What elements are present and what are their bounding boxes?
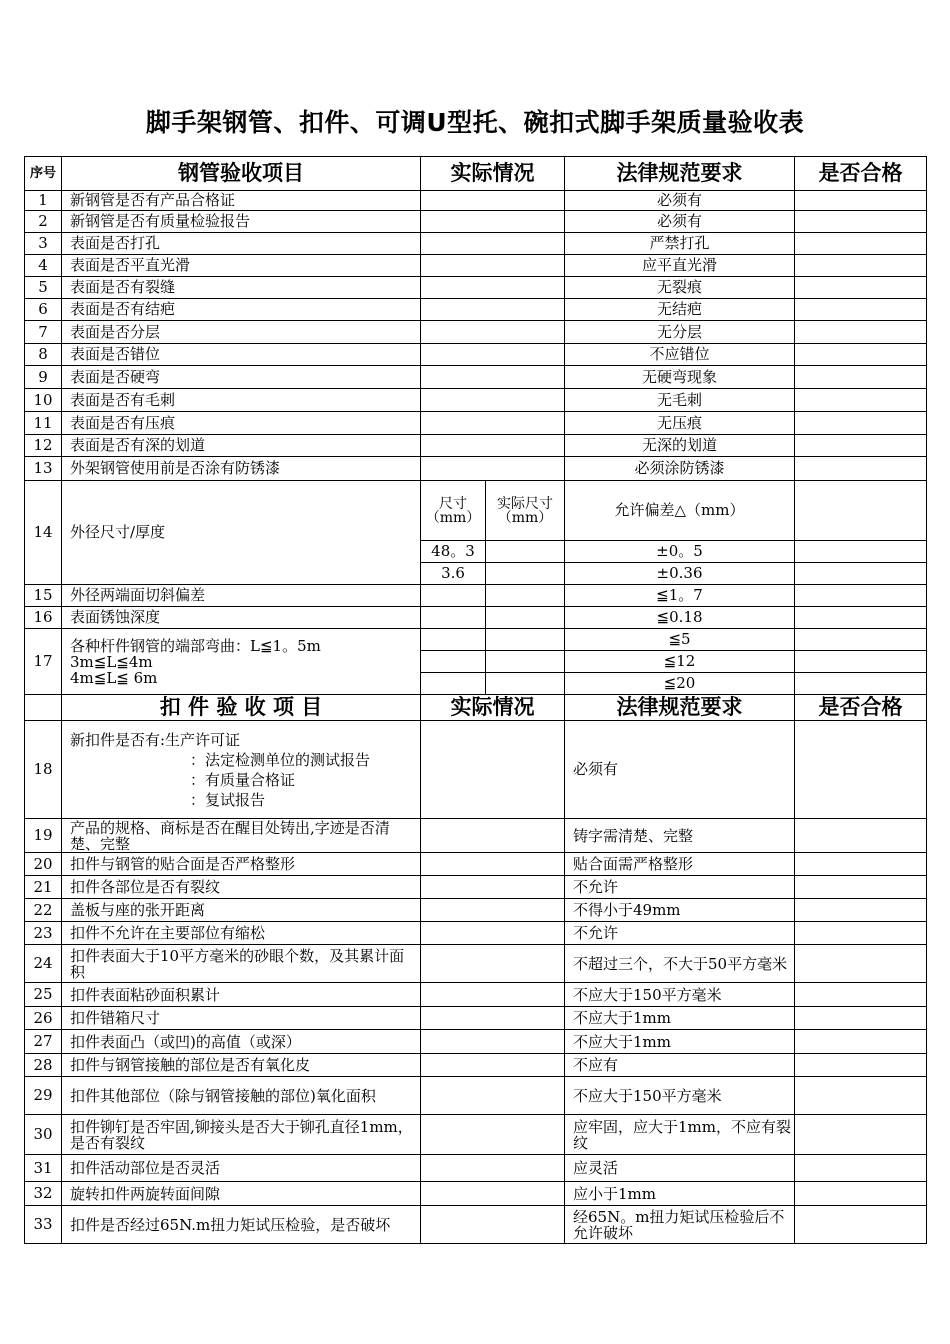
table-row [25, 255, 927, 277]
qualified-cell[interactable] [795, 899, 927, 922]
table-row [25, 876, 927, 899]
row-number: 18 [25, 721, 62, 819]
qualified-cell[interactable] [795, 481, 927, 541]
row-number: 15 [25, 585, 62, 607]
qualified-cell[interactable] [795, 191, 927, 211]
table-row [25, 412, 927, 435]
table-row [25, 435, 927, 457]
item-text: 表面是否有压痕 [62, 412, 421, 435]
qualified-cell[interactable] [795, 255, 927, 277]
actual-cell[interactable] [421, 389, 565, 412]
table-row [25, 1206, 927, 1244]
table-row [25, 1077, 927, 1115]
requirement-text: 无压痕 [565, 412, 795, 435]
row-number: 9 [25, 366, 62, 389]
pipe-header-row [25, 157, 927, 191]
actual-cell[interactable] [421, 651, 486, 673]
actual-cell[interactable] [421, 277, 565, 299]
size-value: 3.6 [421, 563, 486, 585]
item-text: 外径两端面切斜偏差 [62, 585, 421, 607]
row-number: 27 [25, 1030, 62, 1054]
row-number: 19 [25, 819, 62, 853]
actual-size-cell[interactable] [486, 541, 565, 563]
item-text: 外架钢管使用前是否涂有防锈漆 [62, 457, 421, 481]
item-text: 外径尺寸/厚度 [62, 481, 421, 585]
table-row [25, 1155, 927, 1182]
qualified-cell[interactable] [795, 1182, 927, 1206]
qualified-cell[interactable] [795, 457, 927, 481]
actual-cell[interactable] [421, 1206, 565, 1244]
item-line: ：有质量合格证 [190, 770, 296, 789]
table-row [25, 721, 927, 819]
table-row [25, 1182, 927, 1206]
actual-cell[interactable] [421, 629, 486, 651]
item-text: 扣件不允许在主要部位有缩松 [62, 922, 421, 945]
item-line: 3m≦L≦4m [70, 652, 153, 671]
table-row [25, 1115, 927, 1155]
item-text: 盖板与座的张开距离 [62, 899, 421, 922]
actual-cell[interactable] [421, 233, 565, 255]
item-text: 扣件表面凸（或凹)的高值（或深） [62, 1030, 421, 1054]
qualified-cell[interactable] [795, 922, 927, 945]
requirement-text: 必须有 [565, 721, 795, 819]
item-text: 扣件表面大于10平方毫米的砂眼个数，及其累计面积 [62, 945, 421, 983]
row-number: 6 [25, 299, 62, 321]
qualified-cell[interactable] [795, 435, 927, 457]
item-text: 旋转扣件两旋转面间隙 [62, 1182, 421, 1206]
table-row [25, 585, 927, 607]
item-line: ：法定检测单位的测试报告 [190, 750, 371, 769]
requirement-text: 无结疤 [565, 299, 795, 321]
item-text: 表面是否打孔 [62, 233, 421, 255]
qualified-cell[interactable] [795, 721, 927, 819]
row-number: 13 [25, 457, 62, 481]
table-row [25, 819, 927, 853]
qualified-cell[interactable] [795, 1206, 927, 1244]
table-row [25, 853, 927, 876]
actual-size-label: 实际尺寸（mm） [486, 481, 565, 541]
qualified-cell[interactable] [795, 541, 927, 563]
requirement-text: 应灵活 [565, 1155, 795, 1182]
actual-cell[interactable] [421, 1030, 565, 1054]
actual-cell[interactable] [421, 1155, 565, 1182]
item-text: 扣件与钢管接触的部位是否有氧化皮 [62, 1054, 421, 1077]
table-row [25, 1030, 927, 1054]
item-line: 新扣件是否有:生产许可证 [70, 730, 241, 749]
requirement-text: 不应大于150平方毫米 [565, 983, 795, 1007]
row-number: 22 [25, 899, 62, 922]
actual-cell[interactable] [421, 299, 565, 321]
row-number: 24 [25, 945, 62, 983]
size-value: 48。3 [421, 541, 486, 563]
item-text: 表面锈蚀深度 [62, 607, 421, 629]
row-number: 14 [25, 481, 62, 585]
qualified-cell[interactable] [795, 211, 927, 233]
actual-cell[interactable] [421, 1007, 565, 1030]
qualified-cell[interactable] [795, 1030, 927, 1054]
actual-cell[interactable] [421, 945, 565, 983]
requirement-text: 不应错位 [565, 344, 795, 366]
table-row [25, 629, 927, 651]
row-number: 11 [25, 412, 62, 435]
table-row [25, 922, 927, 945]
requirement-text: 无深的划道 [565, 435, 795, 457]
item-text: 表面是否错位 [62, 344, 421, 366]
requirement-text: 必须涂防锈漆 [565, 457, 795, 481]
item-text: 扣件各部位是否有裂纹 [62, 876, 421, 899]
qualified-cell[interactable] [795, 1115, 927, 1155]
item-text: 表面是否硬弯 [62, 366, 421, 389]
item-text: 新钢管是否有产品合格证 [62, 191, 421, 211]
table-row [25, 366, 927, 389]
page-title: 脚手架钢管、扣件、可调U型托、碗扣式脚手架质量验收表 [145, 108, 805, 137]
qualified-cell[interactable] [795, 1007, 927, 1030]
item-text: 扣件是否经过65N.m扭力矩试压检验，是否破坏 [62, 1206, 421, 1244]
qualified-cell[interactable] [795, 819, 927, 853]
actual-cell[interactable] [421, 366, 565, 389]
table-row [25, 344, 927, 366]
actual-cell[interactable] [421, 876, 565, 899]
table-row [25, 983, 927, 1007]
requirement-text: ≦5 [565, 629, 795, 651]
inspection-table [24, 156, 927, 1244]
actual-cell[interactable] [421, 435, 565, 457]
row-number: 29 [25, 1077, 62, 1115]
qualified-cell[interactable] [795, 585, 927, 607]
item-text: 扣件与钢管的贴合面是否严格整形 [62, 853, 421, 876]
row-number: 7 [25, 321, 62, 344]
qualified-cell[interactable] [795, 563, 927, 585]
row-number: 31 [25, 1155, 62, 1182]
requirement-text: 应牢固，应大于1mm，不应有裂纹 [565, 1115, 795, 1155]
table-row [25, 1007, 927, 1030]
table-row [25, 1054, 927, 1077]
requirement-text: 不得小于49mm [565, 899, 795, 922]
tolerance-value: ±0.36 [565, 563, 795, 585]
table-row [25, 457, 927, 481]
actual-header: 实际情况 [421, 695, 565, 721]
fastener-item-header: 扣 件 验 收 项 目 [62, 695, 421, 721]
row-number: 25 [25, 983, 62, 1007]
item-text: 产品的规格、商标是否在醒目处铸出,字迹是否清楚、完整 [62, 819, 421, 853]
item-text: 扣件铆钉是否牢固,铆接头是否大于铆孔直径1mm，是否有裂纹 [62, 1115, 421, 1155]
item-text: 表面是否有结疤 [62, 299, 421, 321]
table-row [25, 607, 927, 629]
item-line: ：复试报告 [190, 790, 266, 809]
row-number: 5 [25, 277, 62, 299]
requirement-text: 不应大于1mm [565, 1030, 795, 1054]
requirement-text: ≦12 [565, 651, 795, 673]
table-row [25, 211, 927, 233]
pipe-item-header: 钢管验收项目 [62, 157, 421, 191]
actual-cell[interactable] [421, 922, 565, 945]
row-number: 16 [25, 607, 62, 629]
item-text: 扣件错箱尺寸 [62, 1007, 421, 1030]
table-row [25, 191, 927, 211]
row-number: 28 [25, 1054, 62, 1077]
actual-cell[interactable] [421, 899, 565, 922]
requirement-text: 严禁打孔 [565, 233, 795, 255]
requirement-text: 无裂痕 [565, 277, 795, 299]
table-row [25, 233, 927, 255]
actual-cell[interactable] [486, 585, 565, 607]
row-number: 17 [25, 629, 62, 695]
row-number: 1 [25, 191, 62, 211]
actual-size-cell[interactable] [486, 563, 565, 585]
qualified-cell[interactable] [795, 1077, 927, 1115]
requirement-text: ≦0.18 [565, 607, 795, 629]
item-text: 表面是否平直光滑 [62, 255, 421, 277]
row-number: 3 [25, 233, 62, 255]
actual-cell[interactable] [421, 1182, 565, 1206]
requirement-text: 经65N。m扭力矩试压检验后不允许破坏 [565, 1206, 795, 1244]
requirement-text: 无硬弯现象 [565, 366, 795, 389]
tolerance-label: 允许偏差△（mm） [565, 481, 795, 541]
table-row [25, 389, 927, 412]
requirement-text: 无分层 [565, 321, 795, 344]
actual-cell[interactable] [421, 585, 486, 607]
qualified-cell[interactable] [795, 412, 927, 435]
qualified-cell[interactable] [795, 277, 927, 299]
qualified-cell[interactable] [795, 321, 927, 344]
requirement-text: 应小于1mm [565, 1182, 795, 1206]
qualified-cell[interactable] [795, 233, 927, 255]
fastener-header-row [25, 695, 927, 721]
actual-cell[interactable] [421, 1115, 565, 1155]
qualified-cell[interactable] [795, 651, 927, 673]
requirement-text: 不超过三个，不大于50平方毫米 [565, 945, 795, 983]
item-text: 表面是否有深的划道 [62, 435, 421, 457]
actual-cell[interactable] [421, 321, 565, 344]
requirement-text: 必须有 [565, 211, 795, 233]
item-text: 扣件活动部位是否灵活 [62, 1155, 421, 1182]
qualified-cell[interactable] [795, 983, 927, 1007]
requirement-header: 法律规范要求 [565, 695, 795, 721]
actual-cell[interactable] [421, 457, 565, 481]
row-number: 23 [25, 922, 62, 945]
requirement-text: 必须有 [565, 191, 795, 211]
actual-cell[interactable] [486, 651, 565, 673]
row-number: 10 [25, 389, 62, 412]
tolerance-value: ±0。5 [565, 541, 795, 563]
qualified-cell[interactable] [795, 945, 927, 983]
qualified-header: 是否合格 [795, 157, 927, 191]
actual-cell[interactable] [421, 1054, 565, 1077]
item-line: 各种杆件钢管的端部弯曲：L≦1。5m [70, 636, 321, 655]
requirement-header: 法律规范要求 [565, 157, 795, 191]
actual-cell[interactable] [421, 211, 565, 233]
item-text [62, 629, 421, 695]
qualified-cell[interactable] [795, 1054, 927, 1077]
qualified-cell[interactable] [795, 629, 927, 651]
table-row [25, 299, 927, 321]
requirement-text: ≦1。7 [565, 585, 795, 607]
row-number: 20 [25, 853, 62, 876]
qualified-cell[interactable] [795, 299, 927, 321]
table-row [25, 945, 927, 983]
qualified-cell[interactable] [795, 673, 927, 695]
table-row [25, 277, 927, 299]
qualified-cell[interactable] [795, 1155, 927, 1182]
row-number: 32 [25, 1182, 62, 1206]
actual-cell[interactable] [421, 673, 486, 695]
actual-cell[interactable] [421, 255, 565, 277]
size-label: 尺寸（mm） [421, 481, 486, 541]
table-row [25, 899, 927, 922]
item-text: 表面是否有毛刺 [62, 389, 421, 412]
qualified-header: 是否合格 [795, 695, 927, 721]
row-number: 33 [25, 1206, 62, 1244]
actual-cell[interactable] [486, 629, 565, 651]
item-text: 扣件表面粘砂面积累计 [62, 983, 421, 1007]
actual-cell[interactable] [486, 607, 565, 629]
requirement-text: 应平直光滑 [565, 255, 795, 277]
table-row [25, 481, 927, 541]
row-number: 4 [25, 255, 62, 277]
seq-header: 序号 [25, 157, 62, 191]
actual-cell[interactable] [421, 1077, 565, 1115]
table-row [25, 321, 927, 344]
requirement-text: 不应大于150平方毫米 [565, 1077, 795, 1115]
item-text: 扣件其他部位（除与钢管接触的部位)氧化面积 [62, 1077, 421, 1115]
actual-cell[interactable] [421, 191, 565, 211]
item-text [62, 721, 421, 819]
requirement-text: 不应有 [565, 1054, 795, 1077]
row-number: 8 [25, 344, 62, 366]
actual-cell[interactable] [421, 412, 565, 435]
requirement-text: 不允许 [565, 876, 795, 899]
actual-cell[interactable] [421, 983, 565, 1007]
qualified-cell[interactable] [795, 876, 927, 899]
qualified-cell[interactable] [795, 344, 927, 366]
requirement-text: 无毛刺 [565, 389, 795, 412]
requirement-text: ≦20 [565, 673, 795, 695]
actual-cell[interactable] [421, 607, 486, 629]
actual-cell[interactable] [421, 721, 565, 819]
row-number: 30 [25, 1115, 62, 1155]
item-text: 表面是否有裂缝 [62, 277, 421, 299]
row-number: 12 [25, 435, 62, 457]
requirement-text: 铸字需清楚、完整 [565, 819, 795, 853]
row-number: 26 [25, 1007, 62, 1030]
actual-header: 实际情况 [421, 157, 565, 191]
actual-cell[interactable] [421, 344, 565, 366]
qualified-cell[interactable] [795, 389, 927, 412]
seq-header-empty [25, 695, 62, 721]
item-text: 新钢管是否有质量检验报告 [62, 211, 421, 233]
requirement-text: 贴合面需严格整形 [565, 853, 795, 876]
actual-cell[interactable] [421, 819, 565, 853]
qualified-cell[interactable] [795, 607, 927, 629]
qualified-cell[interactable] [795, 853, 927, 876]
qualified-cell[interactable] [795, 366, 927, 389]
requirement-text: 不应大于1mm [565, 1007, 795, 1030]
item-line: 4m≦L≦ 6m [70, 668, 158, 687]
actual-cell[interactable] [421, 853, 565, 876]
actual-cell[interactable] [486, 673, 565, 695]
row-number: 21 [25, 876, 62, 899]
item-text: 表面是否分层 [62, 321, 421, 344]
row-number: 2 [25, 211, 62, 233]
requirement-text: 不允许 [565, 922, 795, 945]
